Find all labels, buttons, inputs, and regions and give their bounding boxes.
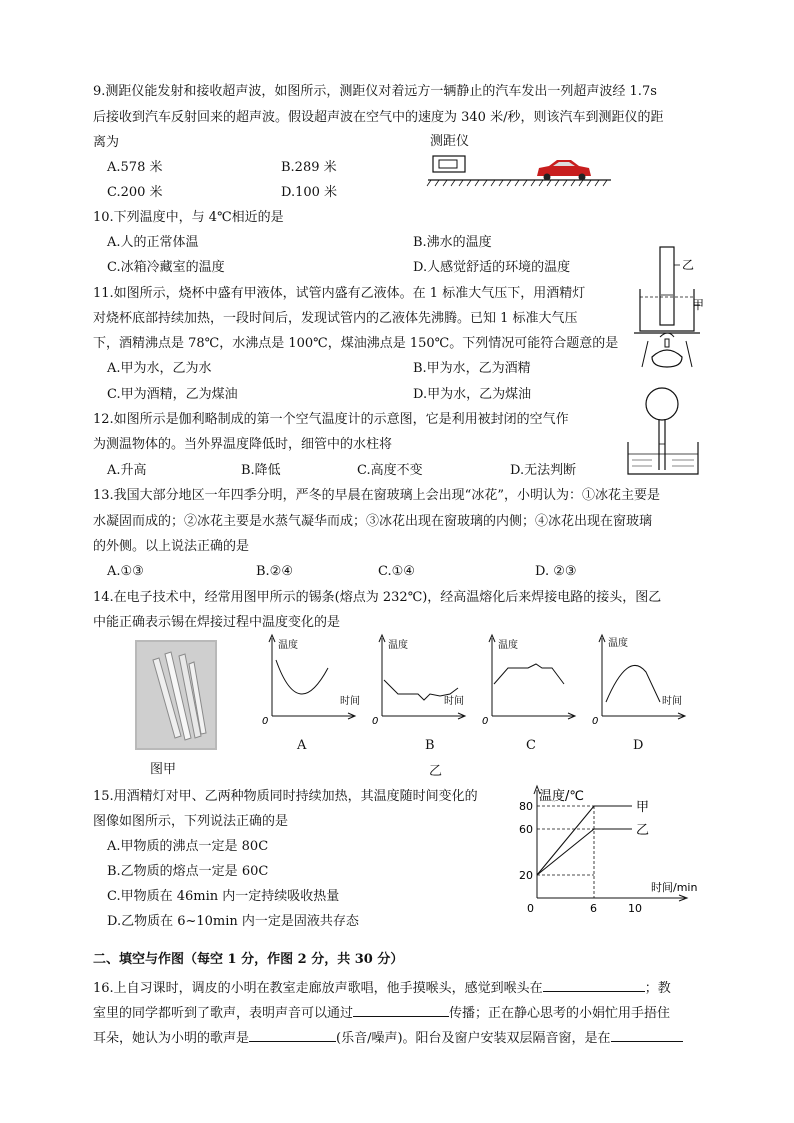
q10-option-c: C.冰箱冷藏室的温度: [107, 260, 225, 275]
q12-line2: 为测温物体的。当外界温度降低时，细管中的水柱将: [93, 437, 393, 452]
q13-line1: 13.我国大部分地区一年四季分明，严冬的早晨在窗玻璃上会出现“冰花”，小明认为：①冰花主要是: [93, 488, 660, 503]
fig-yi-caption: 乙: [429, 764, 443, 779]
q15-option-b: B.乙物质的熔点一定是 60C: [107, 864, 269, 879]
q16-blank-2[interactable]: [353, 1003, 449, 1017]
q12-option-b: B.降低: [241, 463, 281, 478]
q13-option-c: C.①④: [378, 564, 415, 579]
q16-line2-b: 传播；正在静心思考的小娟忙用手捂住: [449, 1006, 671, 1021]
q10-stem: 10.下列温度中，与 4℃相近的是: [93, 210, 284, 225]
q16-blank-3[interactable]: [249, 1028, 336, 1042]
series-label-1: 乙: [636, 823, 650, 838]
x-tick-label-10: 10: [628, 902, 642, 915]
q11-option-b: B.甲为水，乙为酒精: [413, 361, 531, 376]
q9-option-c: C.200 米: [107, 185, 163, 200]
q9-line3: 离为: [93, 135, 120, 150]
q13-option-a: A.①③: [107, 564, 144, 579]
svg-text:0: 0: [592, 716, 599, 727]
q15-option-c: C.甲物质在 46min 内一定持续吸收热量: [107, 889, 340, 904]
series-label-0: 甲: [636, 800, 650, 815]
q16-line1-a: 16.上自习课时，调皮的小明在教室走廊放声歌唱，他手摸喉头，感觉到喉头在: [93, 981, 543, 996]
q16-line3-b: (乐音/噪声)。阳台及窗户安装双层隔音窗，是在: [336, 1031, 611, 1046]
beaker-heating-figure: [628, 245, 710, 375]
svg-text:0: 0: [372, 716, 379, 727]
x-tick-label-6: 6: [590, 902, 597, 915]
x-tick-label-0: 0: [527, 902, 534, 915]
rangefinder-figure: [425, 150, 615, 190]
graph-letter-b: B: [425, 738, 435, 753]
graph-c: [482, 635, 575, 727]
q15-line2: 图像如图所示，下列说法正确的是: [93, 814, 289, 829]
q14-line1: 14.在电子技术中，经常用图甲所示的锡条(熔点为 232℃)，经高温熔化后来焊接电路的接头，图乙: [93, 590, 662, 605]
q9-option-b: B.289 米: [281, 160, 337, 175]
q12-option-c: C.高度不变: [357, 463, 423, 478]
svg-text:时间: 时间: [444, 696, 464, 707]
q11-option-a: A.甲为水，乙为水: [107, 361, 212, 376]
svg-text:时间: 时间: [662, 696, 682, 707]
q14-graphs: [258, 632, 682, 732]
series-line-0: [537, 806, 632, 875]
q12-option-d: D.无法判断: [510, 463, 577, 478]
q10-option-d: D.人感觉舒适的环境的温度: [413, 260, 571, 275]
q10-option-b: B.沸水的温度: [413, 235, 492, 250]
q14-line2: 中能正确表示锡在焊接过程中温度变化的是: [93, 615, 341, 630]
rangefinder-label: 测距仪: [430, 134, 470, 149]
q13-option-b: B.②④: [256, 564, 293, 579]
q9-option-a: A.578 米: [107, 160, 163, 175]
q12-option-a: A.升高: [107, 463, 147, 478]
q11-option-d: D.甲为水，乙为煤油: [413, 387, 532, 402]
q9-line2: 后接收到汽车反射回来的超声波。假设超声波在空气中的速度为 340 米/秒，则该汽车到测距仪的距: [93, 110, 664, 125]
q15-line1: 15.用酒精灯对甲、乙两种物质同时持续加热，其温度随时间变化的: [93, 789, 478, 804]
y-tick-label-60: 60: [519, 823, 533, 836]
q16-blank-1[interactable]: [543, 978, 645, 992]
graph-letter-d: D: [633, 738, 644, 753]
series-line-1: [537, 829, 632, 875]
q16-line2-a: 室里的同学都听到了歌声，表明声音可以通过: [93, 1006, 354, 1021]
q9-option-d: D.100 米: [281, 185, 338, 200]
temperature-time-chart: [505, 780, 715, 915]
alcohol-lamp-icon: [642, 333, 692, 367]
q10-option-a: A.人的正常体温: [107, 235, 199, 250]
tin-strip-photo: [135, 640, 217, 750]
air-thermometer-figure: [622, 382, 706, 478]
q16-line1-b: ；教: [644, 981, 671, 996]
label-jia: 甲: [692, 298, 705, 312]
y-tick-label-80: 80: [519, 800, 533, 813]
svg-text:温度: 温度: [498, 640, 518, 651]
svg-text:温度: 温度: [278, 640, 298, 651]
svg-text:时间: 时间: [340, 696, 360, 707]
q16-line3: [93, 1028, 683, 1047]
q13-line2: 水凝固而成的；②冰花主要是水蒸气凝华而成；③冰花出现在窗玻璃的内侧；④冰花出现在窗玻璃: [93, 514, 653, 529]
q9-line1: 9.测距仪能发射和接收超声波，如图所示，测距仪对着远方一辆静止的汽车发出一列超声波经 1.7s: [93, 84, 657, 99]
graph-d: [592, 635, 685, 727]
svg-text:温度: 温度: [608, 638, 628, 649]
graph-a: [262, 635, 360, 727]
y-axis-label: 温度/℃: [539, 789, 584, 804]
q11-line2: 对烧杯底部持续加热，一段时间后，发现试管内的乙液体先沸腾。已知 1 标准大气压: [93, 311, 578, 326]
q13-line3: 的外侧。以上说法正确的是: [93, 539, 250, 554]
q12-line1: 12.如图所示是伽利略制成的第一个空气温度计的示意图，它是利用被封闭的空气作: [93, 412, 569, 427]
graph-letter-c: C: [526, 738, 536, 753]
q11-line1: 11.如图所示，烧杯中盛有甲液体，试管内盛有乙液体。在 1 标准大气压下，用酒精灯: [93, 286, 586, 301]
q16-blank-4[interactable]: [611, 1028, 683, 1042]
q16-line2: [93, 1003, 670, 1022]
graph-b: [372, 635, 465, 727]
svg-text:0: 0: [482, 716, 489, 727]
section-2-title: 二、填空与作图（每空 1 分，作图 2 分，共 30 分）: [93, 952, 404, 967]
q16-line3-a: 耳朵，她认为小明的歌声是: [93, 1031, 250, 1046]
y-tick-label-20: 20: [519, 869, 533, 882]
q11-line3: 下，酒精沸点是 78℃，水沸点是 100℃，煤油沸点是 150℃。下列情况可能符合题意的是: [93, 336, 619, 351]
car-icon: [537, 160, 591, 181]
q11-option-c: C.甲为酒精，乙为煤油: [107, 387, 238, 402]
q15-option-d: D.乙物质在 6~10min 内一定是固液共存态: [107, 914, 359, 929]
fig-jia-caption: 图甲: [150, 762, 177, 777]
x-axis-label: 时间/min: [651, 881, 698, 894]
svg-text:0: 0: [262, 716, 269, 727]
label-yi: 乙: [682, 258, 695, 272]
svg-text:温度: 温度: [388, 640, 408, 651]
q13-option-d: D. ②③: [535, 564, 577, 579]
graph-letter-a: A: [297, 738, 307, 753]
q15-option-a: A.甲物质的沸点一定是 80C: [107, 839, 269, 854]
q16-line1: [93, 978, 671, 997]
